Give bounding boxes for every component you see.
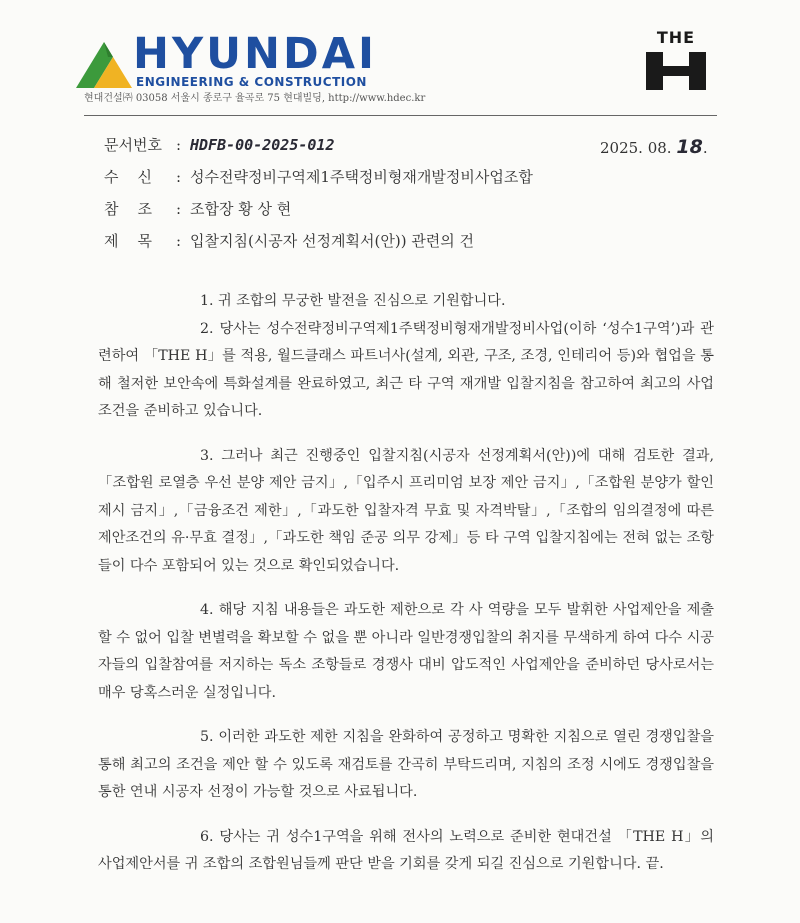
- doc-number-label: 문서번호: [104, 136, 162, 154]
- hyundai-ec-logo-icon: [76, 42, 132, 88]
- the-h-brand-mark: [646, 52, 706, 90]
- paragraph-1: 1. 귀 조합의 무궁한 발전을 진심으로 기원합니다.: [200, 293, 506, 309]
- recipient-row: [104, 170, 533, 185]
- reference-row: [104, 202, 291, 217]
- paragraph-6: 6. 당사는 귀 성수1구역을 위해 전사의 노력으로 준비한 현대건설 「THE H」의 사업제안서를 귀 조합의 조합원님들께 판단 받을 기회를 갖게 되길 진심으로 기원합니다. 끝.: [98, 828, 714, 872]
- paragraph-5: 5. 이러한 과도한 제한 지침을 완화하여 공정하고 명확한 지침으로 열린 경쟁입찰을 통해 최고의 조건을 제안 할 수 있도록 재검토를 간곡히 부탁드리며, 지침의 조정 시에도 경쟁입찰을 통한 연내 시공자 선정이 가능할 것으로 사료됩니다.: [98, 729, 714, 800]
- reference-separator: :: [176, 200, 182, 218]
- header-divider: [84, 115, 717, 116]
- subject-value: 입찰지침(시공자 선정계획서(안)) 관련의 건: [190, 232, 475, 250]
- company-logo-text: HYUNDAI: [133, 29, 377, 79]
- reference-label: 참 조: [104, 200, 153, 218]
- subject-row: [104, 234, 474, 249]
- letter-body: [98, 288, 714, 879]
- brand-the-text: THE: [656, 28, 696, 47]
- subject-label: 제 목: [104, 232, 153, 250]
- document-date: [600, 138, 708, 157]
- company-logo-subtitle: ENGINEERING & CONSTRUCTION: [136, 75, 367, 89]
- date-prefix: 2025. 08.: [600, 139, 672, 157]
- doc-number-value: HDFB-00-2025-012: [190, 136, 335, 154]
- company-address: 현대건설㈜ 03058 서울시 종로구 율곡로 75 현대빌딩, http://www.hdec.kr: [84, 93, 426, 104]
- doc-number-separator: :: [176, 136, 182, 154]
- paragraph-3: 3. 그러나 최근 진행중인 입찰지침(시공자 선정계획서(안))에 대해 검토한 결과,「조합원 로열층 우선 분양 제안 금지」,「입주시 프리미엄 보장 제안 금지」,「조합원 분양가 할인 제시 금지」,「금융조건 제한」,「과도한 입찰자격 무효 및 자격박탈」,「조합의 임의결정에 따른 제안조건의 유·무효 결정」,「과도한 책임 준공 의무 강제」등 타 구역 입찰지침에는 전혀 없는 조항들이 다수 포함되어 있는 것으로 확인되었습니다.: [98, 447, 714, 574]
- recipient-label: 수 신: [104, 168, 153, 186]
- reference-value: 조합장 황 상 현: [190, 200, 292, 218]
- paragraph-2: 2. 당사는 성수전략정비구역제1주택정비형재개발정비사업(이하 ‘성수1구역’)과 관련하여 「THE H」를 적용, 월드클래스 파트너사(설계, 외관, 구조, 조경, 인테리어 등)와 협업을 통해 철저한 보안속에 특화설계를 완료하였고, 최근 타 구역 재개발 입찰지침을 참고하여 최고의 사업조건을 준비하고 있습니다.: [98, 320, 714, 419]
- recipient-value: 성수전략정비구역제1주택정비형재개발정비사업조합: [190, 168, 533, 186]
- subject-separator: :: [176, 232, 182, 250]
- date-day: 18: [676, 136, 703, 158]
- date-suffix: .: [702, 139, 708, 157]
- paragraph-4: 4. 해당 지침 내용들은 과도한 제한으로 각 사 역량을 모두 발휘한 사업제안을 제출할 수 없어 입찰 변별력을 확보할 수 없을 뿐 아니라 일반경쟁입찰의 취지를 무색하게 하여 다수 시공자들의 입찰참여를 저지하는 독소 조항들로 경쟁사 대비 압도적인 사업제안을 준비하던 당사로서는 매우 당혹스러운 실정입니다.: [98, 602, 714, 701]
- recipient-separator: :: [176, 168, 182, 186]
- doc-number-row: [104, 138, 335, 153]
